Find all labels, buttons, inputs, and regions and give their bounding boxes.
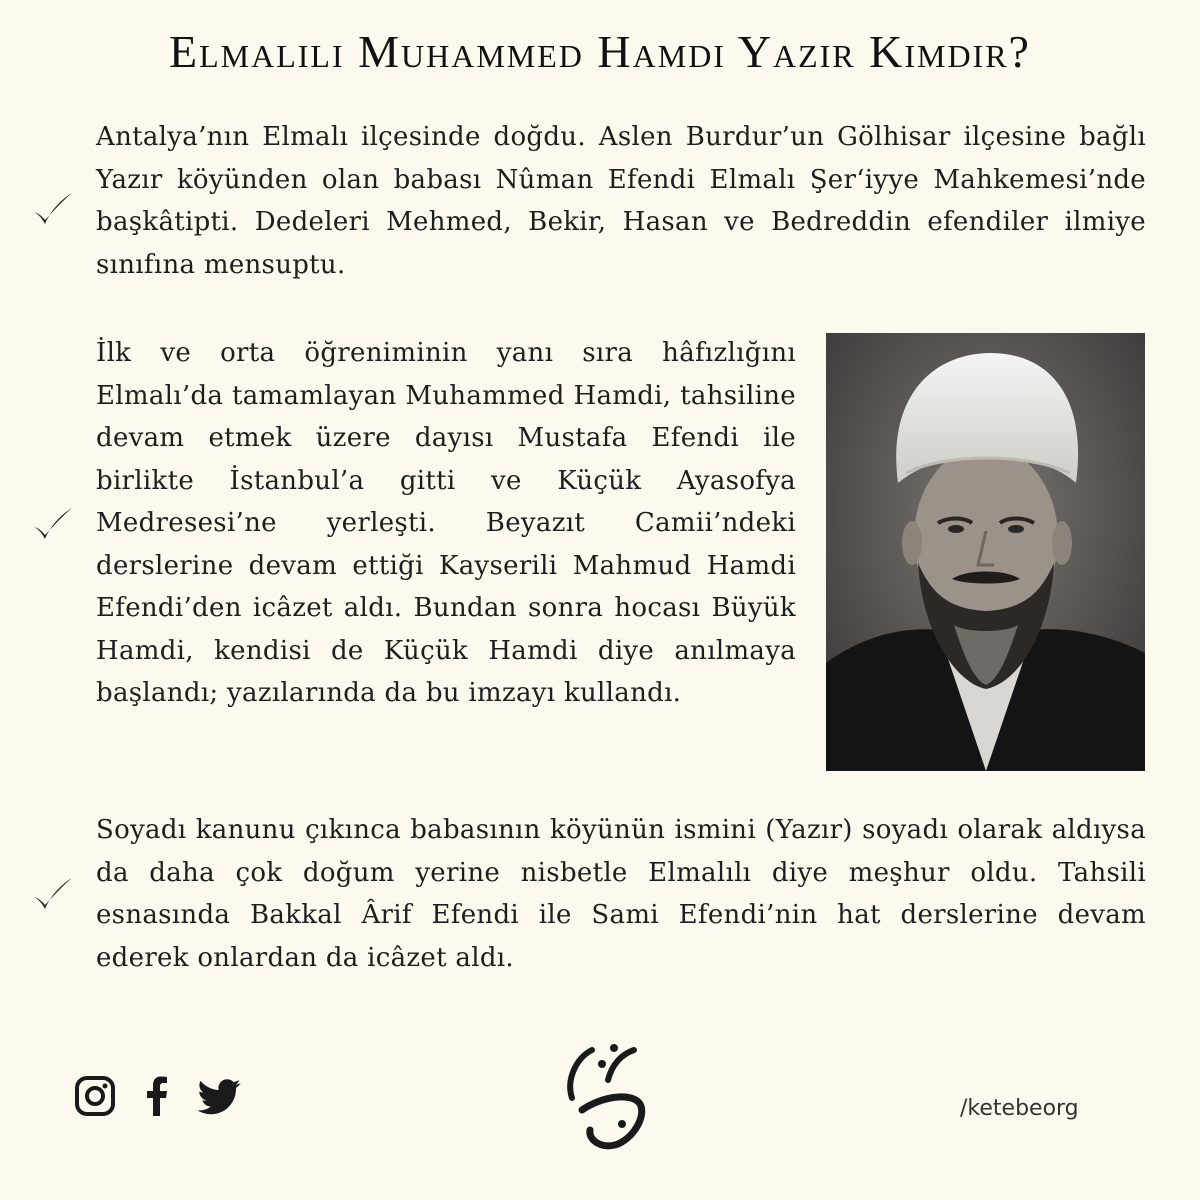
portrait-photo [826,333,1145,771]
paragraph-text: Antalya’nın Elmalı ilçesinde doğdu. Aslen Burdur’un Gölhisar ilçesine bağlı Yazır köyünden olan babası Nûman Efendi Elmalı Şer‘iyye Mahkemesi’nde başkâtipti. Dedeleri Mehmed, Bekir, Hasan ve Bedreddin efendiler ilmiye sınıfına mensuptu. [96,122,1146,280]
instagram-icon[interactable] [74,1076,116,1116]
social-handle[interactable]: /ketebeorg [960,1096,1079,1121]
paragraph-education [96,332,796,715]
page-title: Elmalılı Muhammed Hamdi Yazır Kimdir? [169,26,1031,77]
paragraph-text: İlk ve orta öğreniminin yanı sıra hâfızlığını Elmalı’da tamamlayan Muhammed Hamdi, tahsiline devam etmek üzere dayısı Mustafa Efendi ile birlikte İstanbul’a gitti ve Küçük Ayasofya Medresesi’ne yerleşti. Beyazıt Camii’ndeki derslerine devam ettiği Kayserili Mahmud Hamdi Efendi’den icâzet aldı. Bundan sonra hocası Büyük Hamdi, kendisi de Küçük Hamdi diye anılmaya başlandı; yazılarında da bu imzayı kullandı. [96,338,796,708]
paragraph-surname [96,809,1146,979]
paragraph-text: Soyadı kanunu çıkınca babasının köyünün ismini (Yazır) soyadı olarak aldıysa da daha çok doğum yerine nisbetle Elmalılı diye meşhur oldu. Tahsili esnasında Bakkal Ârif Efendi ile Sami Efendi’nin hat derslerine devam ederek onlardan da icâzet aldı. [96,815,1146,973]
paragraph-birth [96,116,1146,286]
ketebe-logo [562,1040,648,1150]
checkmark-icon [30,875,74,915]
checkmark-icon [30,505,74,545]
facebook-icon[interactable] [146,1076,168,1116]
checkmark-icon [30,190,74,230]
twitter-icon[interactable] [198,1076,242,1116]
